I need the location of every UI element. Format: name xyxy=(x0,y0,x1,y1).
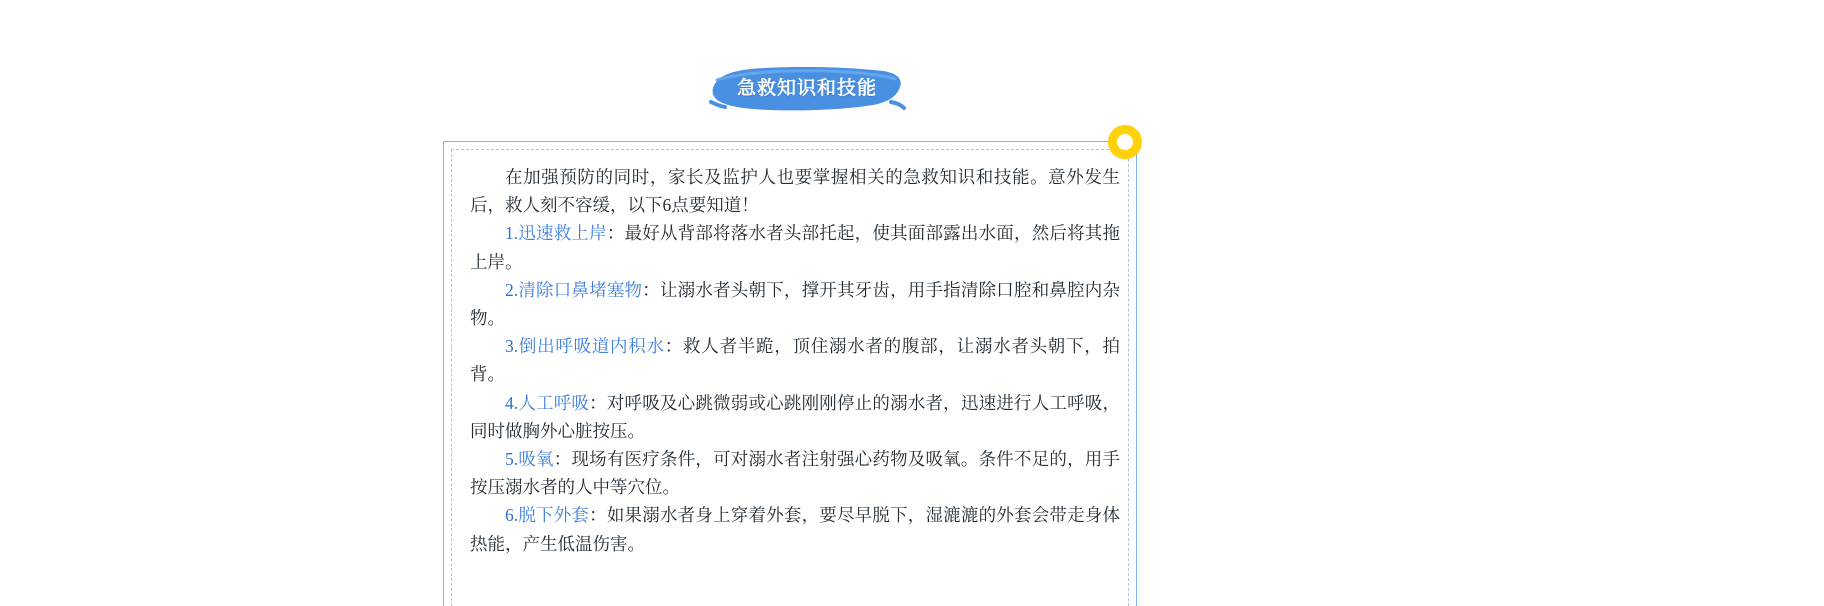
item-keyword: 吸氧 xyxy=(518,449,554,470)
item-number: 3. xyxy=(505,336,519,357)
item-separator: ： xyxy=(589,505,607,526)
item-keyword: 人工呼吸 xyxy=(518,392,590,413)
article-body xyxy=(470,163,1120,558)
list-item xyxy=(470,445,1120,501)
item-separator: ： xyxy=(606,223,625,244)
item-text: 最好从背部将落水者头部托起，使其面部露出水面，然后将其拖上岸。 xyxy=(470,223,1121,272)
item-keyword: 清除口鼻堵塞物 xyxy=(518,279,643,300)
list-item xyxy=(470,389,1120,445)
item-text: 让溺水者头朝下，撑开其牙齿，用手指清除口腔和鼻腔内杂物。 xyxy=(470,279,1121,329)
item-keyword: 倒出呼吸道内积水 xyxy=(518,336,665,357)
intro-text: 在加强预防的同时，家长及监护人也要掌握相关的急救知识和技能。意外发生后，救人刻不容缓，以下6点要知道！ xyxy=(470,167,1120,216)
list-item xyxy=(470,276,1120,332)
item-separator: ： xyxy=(664,336,684,357)
item-number: 5. xyxy=(505,449,519,470)
item-text: 如果溺水者身上穿着外套，要尽早脱下，湿漉漉的外套会带走身体热能，产生低温伤害。 xyxy=(470,505,1121,554)
page-title: 急救知识和技能 xyxy=(736,78,877,99)
list-item xyxy=(470,219,1120,275)
item-number: 2. xyxy=(505,279,519,300)
item-text: 救人者半跪，顶住溺水者的腹部，让溺水者头朝下，拍背。 xyxy=(470,336,1121,385)
item-separator: ： xyxy=(553,449,572,470)
list-item xyxy=(470,501,1120,557)
item-number: 6. xyxy=(505,505,519,526)
corner-dot-badge xyxy=(1108,125,1142,159)
item-keyword: 脱下外套 xyxy=(518,505,590,526)
item-text: 现场有医疗条件，可对溺水者注射强心药物及吸氧。条件不足的，用手按压溺水者的人中等穴位。 xyxy=(470,449,1121,498)
list-item xyxy=(470,332,1120,388)
item-keyword: 迅速救上岸 xyxy=(518,223,607,244)
paragraph-intro xyxy=(470,163,1120,219)
item-text: 对呼吸及心跳微弱或心跳刚刚停止的溺水者，迅速进行人工呼吸，同时做胸外心脏按压。 xyxy=(470,392,1121,441)
item-separator: ： xyxy=(642,279,660,300)
item-number: 1. xyxy=(505,223,519,244)
item-separator: ： xyxy=(589,392,607,413)
item-number: 4. xyxy=(505,392,519,413)
section-title-banner xyxy=(707,62,907,114)
